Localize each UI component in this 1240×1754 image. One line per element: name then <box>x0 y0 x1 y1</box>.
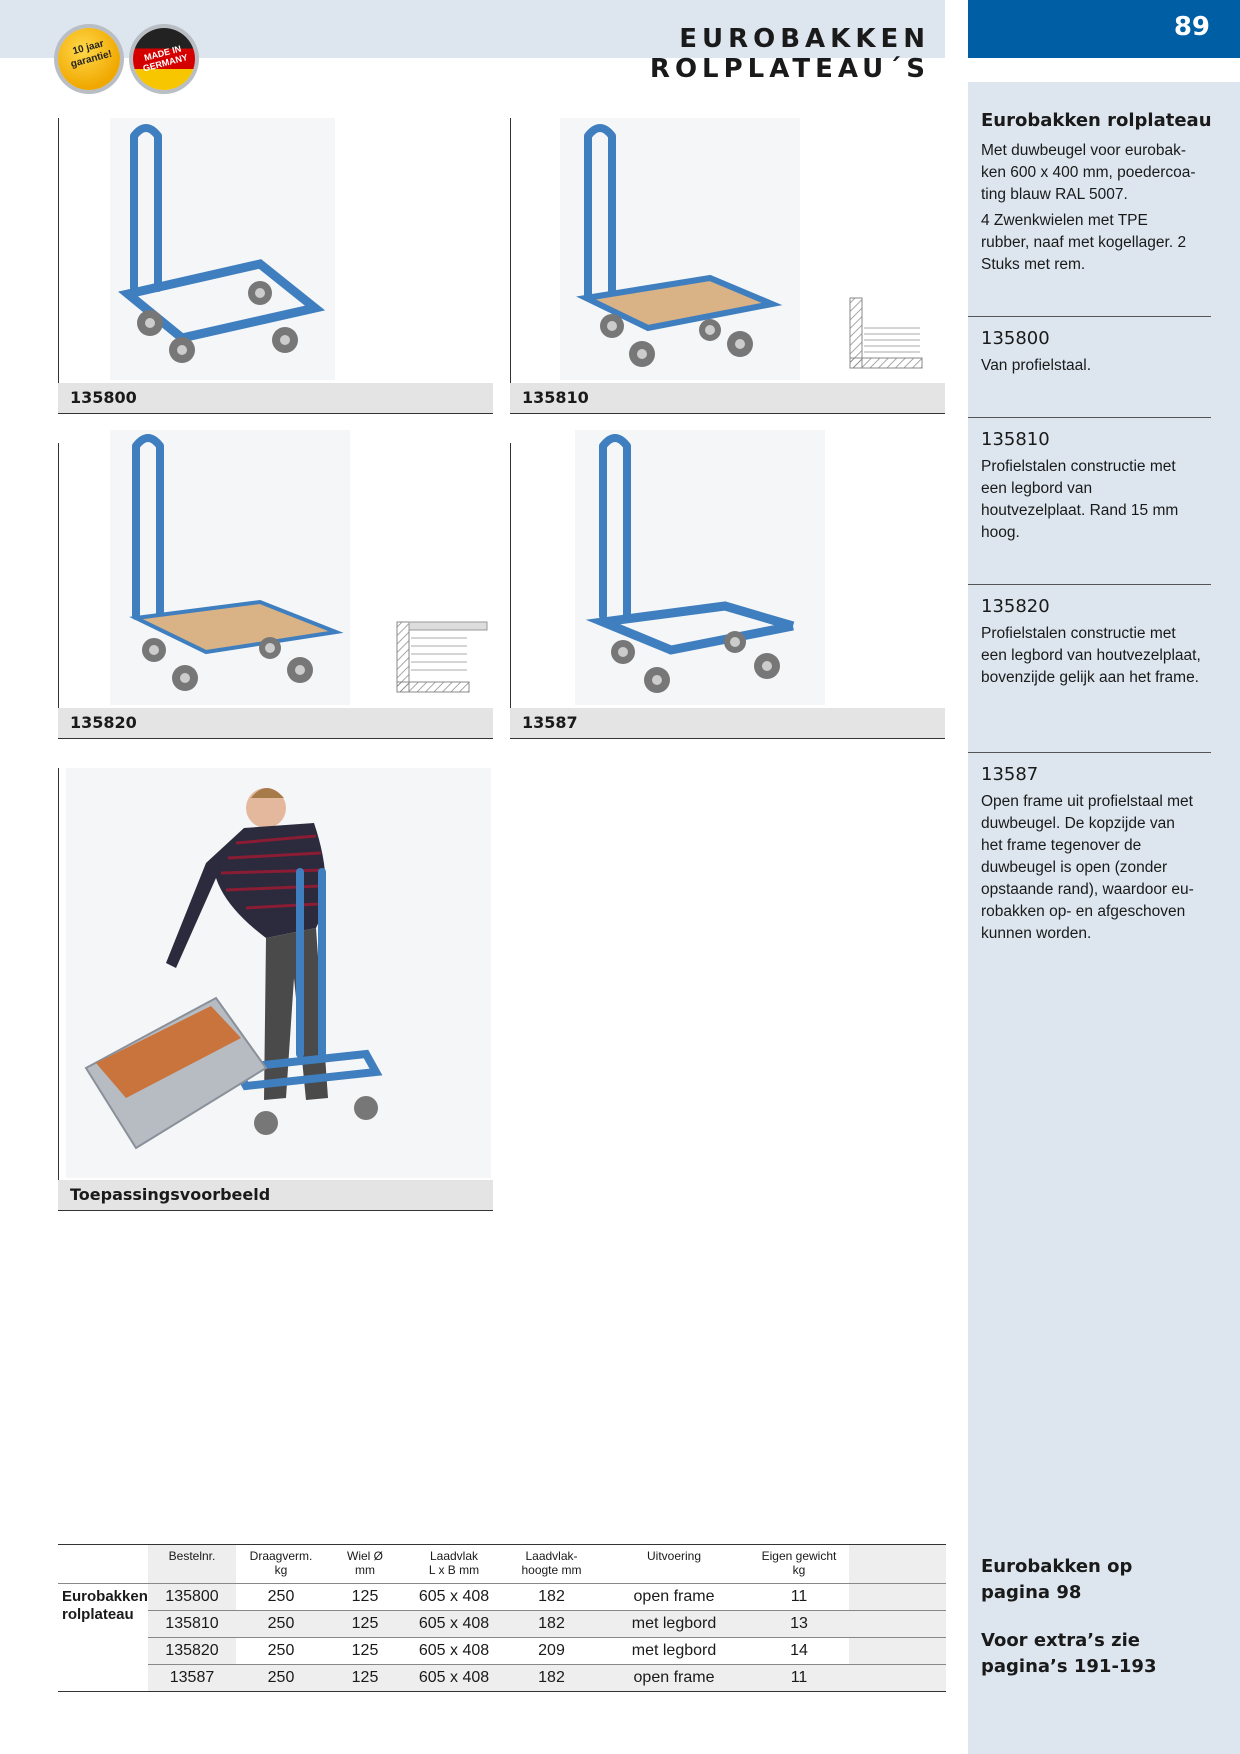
table-cell: 125 <box>326 1584 404 1611</box>
table-cell: 605 x 408 <box>404 1638 504 1665</box>
page-number-box <box>968 0 1240 58</box>
table-cell: open frame <box>633 1669 715 1686</box>
table-cell: 125 <box>326 1638 404 1665</box>
sidebar-section-code: 135800 <box>981 328 1050 349</box>
table-cell: 605 x 408 <box>404 1611 504 1638</box>
table-row <box>58 1665 946 1692</box>
table-cell: 250 <box>267 1669 295 1686</box>
table-cell: 13 <box>749 1611 849 1638</box>
made-in-germany-badge <box>133 28 195 90</box>
table-row <box>58 1611 946 1638</box>
table-header-row <box>58 1545 946 1584</box>
table-cell: met legbord <box>599 1638 749 1665</box>
table-cell: 182 <box>504 1584 599 1611</box>
table-cell: 250 <box>236 1584 326 1611</box>
panel-border <box>510 443 511 738</box>
sidebar-reference-extras: Voor extra’s zie pagina’s 191-193 <box>981 1630 1157 1677</box>
table-cell: 11 <box>790 1669 808 1686</box>
table-cell: met legbord <box>599 1611 749 1638</box>
table-row <box>58 1584 946 1611</box>
header-line: L x B mm <box>428 1563 480 1577</box>
table-cell-filler <box>849 1638 946 1665</box>
table-header-cell <box>504 1545 599 1584</box>
table-cell: 13587 <box>169 1669 215 1686</box>
table-cell: 182 <box>504 1611 599 1638</box>
product-photo-135810 <box>560 118 800 380</box>
table-header-cell <box>326 1545 404 1584</box>
cart-with-shelf-image <box>560 118 800 380</box>
sidebar-section-text: Profielstalen constructie met een legbord van houtvezelplaat, bovenzijde gelijk aan het frame. <box>981 625 1201 686</box>
table-cell: 250 <box>236 1611 326 1638</box>
table-header-cell <box>599 1545 749 1584</box>
table-cell: 250 <box>236 1638 326 1665</box>
page-title: EUROBAKKEN ROLPLATEAU´S <box>649 24 930 84</box>
table-cell: 605 x 408 <box>418 1669 490 1686</box>
table-header-empty <box>58 1545 148 1584</box>
product-caption: 135810 <box>522 388 589 407</box>
profile-diagram-flush <box>395 620 490 696</box>
cart-open-end-frame-image <box>575 430 825 705</box>
profile-diagram-raised-edge <box>848 296 926 372</box>
product-caption: 135800 <box>70 388 137 407</box>
header-line: kg <box>792 1563 806 1577</box>
profile-diagram-icon <box>848 296 926 372</box>
table-header-cell <box>749 1545 849 1584</box>
application-example-image <box>66 768 491 1178</box>
product-photo-135820 <box>110 430 350 705</box>
profile-diagram-icon <box>395 620 490 696</box>
warranty-badge <box>58 28 120 90</box>
product-caption: 13587 <box>522 713 578 732</box>
table-header-cell <box>404 1545 504 1584</box>
header-line: kg <box>274 1563 288 1577</box>
product-caption-bar <box>510 383 945 414</box>
table-cell-filler <box>849 1584 946 1611</box>
application-caption-bar <box>58 1180 493 1211</box>
sidebar-section-code: 13587 <box>981 764 1039 785</box>
sidebar-title: Eurobakken rolplateau <box>981 110 1212 131</box>
cart-flush-shelf-image <box>110 430 350 705</box>
table-cell: 135800 <box>148 1584 236 1611</box>
product-caption: 135820 <box>70 713 137 732</box>
table-cell: 14 <box>749 1638 849 1665</box>
panel-border <box>58 443 59 738</box>
sidebar-section-text: Van profielstaal. <box>981 357 1091 374</box>
page-number: 89 <box>1173 12 1210 42</box>
table-cell: open frame <box>599 1584 749 1611</box>
application-photo <box>66 768 491 1178</box>
sidebar-section-code: 135820 <box>981 596 1050 617</box>
sidebar-intro-paragraph-2: 4 Zwenkwielen met TPE rubber, naaf met kogellager. 2 Stuks met rem. <box>981 212 1187 273</box>
table-cell: 11 <box>749 1584 849 1611</box>
product-photo-135800 <box>110 118 335 380</box>
panel-border <box>58 768 59 1210</box>
sidebar-divider <box>968 752 1211 753</box>
table-header-cell <box>148 1545 236 1584</box>
product-photo-13587 <box>575 430 825 705</box>
warranty-badge-text: 10 jaar garantie! <box>69 38 114 71</box>
cart-open-frame-image <box>110 118 335 380</box>
header-line: Wiel Ø <box>347 1549 383 1563</box>
table-cell: 605 x 408 <box>404 1584 504 1611</box>
header-line: hoogte mm <box>521 1563 582 1577</box>
table-header-cell <box>236 1545 326 1584</box>
header-line: Laadvlak <box>429 1549 479 1563</box>
header-line: mm <box>355 1563 375 1577</box>
sidebar-section-text: Open frame uit profielstaal met duwbeugel. De kopzijde van het frame tegenover de duwbeugel is open (zonder opstaande rand), waardoor eu-robakken op- en afgeschoven kunnen worden. <box>981 793 1194 942</box>
sidebar-divider <box>968 584 1211 585</box>
sidebar-section-code: 135810 <box>981 429 1050 450</box>
header-line: Eigen gewicht <box>761 1549 837 1563</box>
made-in-badge-text: MADE IN GERMANY <box>141 43 189 74</box>
product-caption-bar <box>58 383 493 414</box>
header-line: Laadvlak- <box>525 1549 578 1563</box>
table-row <box>58 1638 946 1665</box>
product-caption-bar <box>510 708 945 739</box>
table-header-filler <box>849 1545 946 1584</box>
table-cell-filler <box>849 1665 946 1692</box>
table-cell: 135820 <box>148 1638 236 1665</box>
product-caption-bar <box>58 708 493 739</box>
table-cell: 209 <box>504 1638 599 1665</box>
sidebar-divider <box>968 417 1211 418</box>
header-line: Bestelnr. <box>168 1549 216 1563</box>
table-cell: 125 <box>351 1669 379 1686</box>
sidebar-divider <box>968 316 1211 317</box>
header-line: Draagverm. <box>249 1549 313 1563</box>
spec-table <box>58 1544 946 1692</box>
table-cell-filler <box>849 1611 946 1638</box>
table-cell: 125 <box>326 1611 404 1638</box>
table-cell: 182 <box>538 1669 565 1686</box>
table-cell: 135810 <box>148 1611 236 1638</box>
application-caption: Toepassingsvoorbeeld <box>70 1185 271 1204</box>
sidebar-intro-paragraph-1: Met duwbeugel voor eurobak-ken 600 x 400 mm, poedercoa-ting blauw RAL 5007. <box>981 142 1196 203</box>
table-group-label: Eurobakken rolplateau <box>58 1584 148 1692</box>
header-line: Uitvoering <box>646 1549 702 1563</box>
panel-border <box>510 118 511 413</box>
panel-border <box>58 118 59 413</box>
sidebar-section-text: Profielstalen constructie met een legbord van houtvezelplaat. Rand 15 mm hoog. <box>981 458 1179 541</box>
sidebar-reference-eurobakken: Eurobakken op pagina 98 <box>981 1556 1133 1603</box>
